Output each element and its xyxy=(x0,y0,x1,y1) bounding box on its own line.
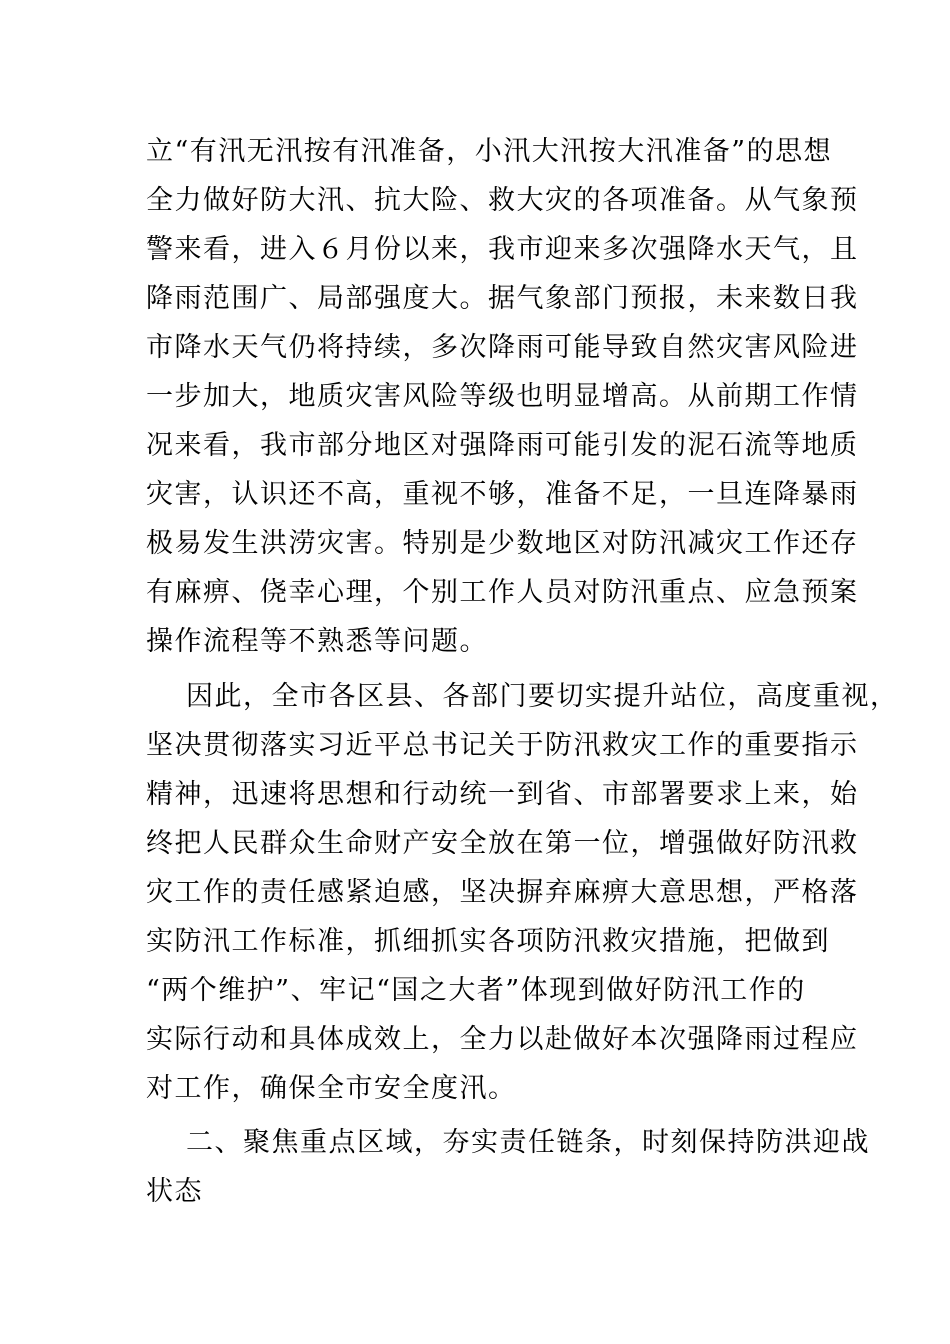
text-line: 对工作，确保全市安全度汛。 xyxy=(146,1073,517,1104)
text-line: 立“有汛无汛按有汛准备，小汛大汛按大汛准备”的思想 xyxy=(146,136,833,167)
text-line: 极易发生洪涝灾害。特别是少数地区对防汛减灾工作还存 xyxy=(146,528,859,559)
text-line: “两个维护”、牢记“国之大者”体现到做好防汛工作的 xyxy=(146,975,806,1006)
text-line: 坚决贯彻落实习近平总书记关于防汛救灾工作的重要指示 xyxy=(146,730,859,761)
text-line: 灾工作的责任感紧迫感，坚决摒弃麻痹大意思想，严格落 xyxy=(146,877,859,908)
text-line: 终把人民群众生命财产安全放在第一位，增强做好防汛救 xyxy=(146,828,859,859)
text-line: 有麻痹、侥幸心理，个别工作人员对防汛重点、应急预案 xyxy=(146,577,859,608)
text-line: 实际行动和具体成效上，全力以赴做好本次强降雨过程应 xyxy=(146,1024,859,1055)
text-line: 全力做好防大汛、抗大险、救大灾的各项准备。从气象预 xyxy=(146,185,859,216)
text-line: 市降水天气仍将持续，多次降雨可能导致自然灾害风险进 xyxy=(146,332,859,363)
text-line: 二、聚焦重点区域，夯实责任链条，时刻保持防洪迎战 xyxy=(186,1127,870,1158)
text-line: 因此，全市各区县、各部门要切实提升站位，高度重视， xyxy=(186,681,899,712)
text-line: 操作流程等不熟悉等问题。 xyxy=(146,626,488,657)
text-line: 实防汛工作标准，抓细抓实各项防汛救灾措施，把做到 xyxy=(146,926,830,957)
text-line: 一步加大，地质灾害风险等级也明显增高。从前期工作情 xyxy=(146,381,859,412)
text-line: 灾害，认识还不高，重视不够，准备不足，一旦连降暴雨 xyxy=(146,479,859,510)
text-line: 况来看，我市部分地区对强降雨可能引发的泥石流等地质 xyxy=(146,430,859,461)
text-line: 降雨范围广、局部强度大。据气象部门预报，未来数日我 xyxy=(146,283,859,314)
text-line: 警来看，进入６月份以来，我市迎来多次强降水天气，且 xyxy=(146,234,859,265)
text-line: 状态 xyxy=(146,1176,203,1207)
text-line: 精神，迅速将思想和行动统一到省、市部署要求上来，始 xyxy=(146,779,859,810)
